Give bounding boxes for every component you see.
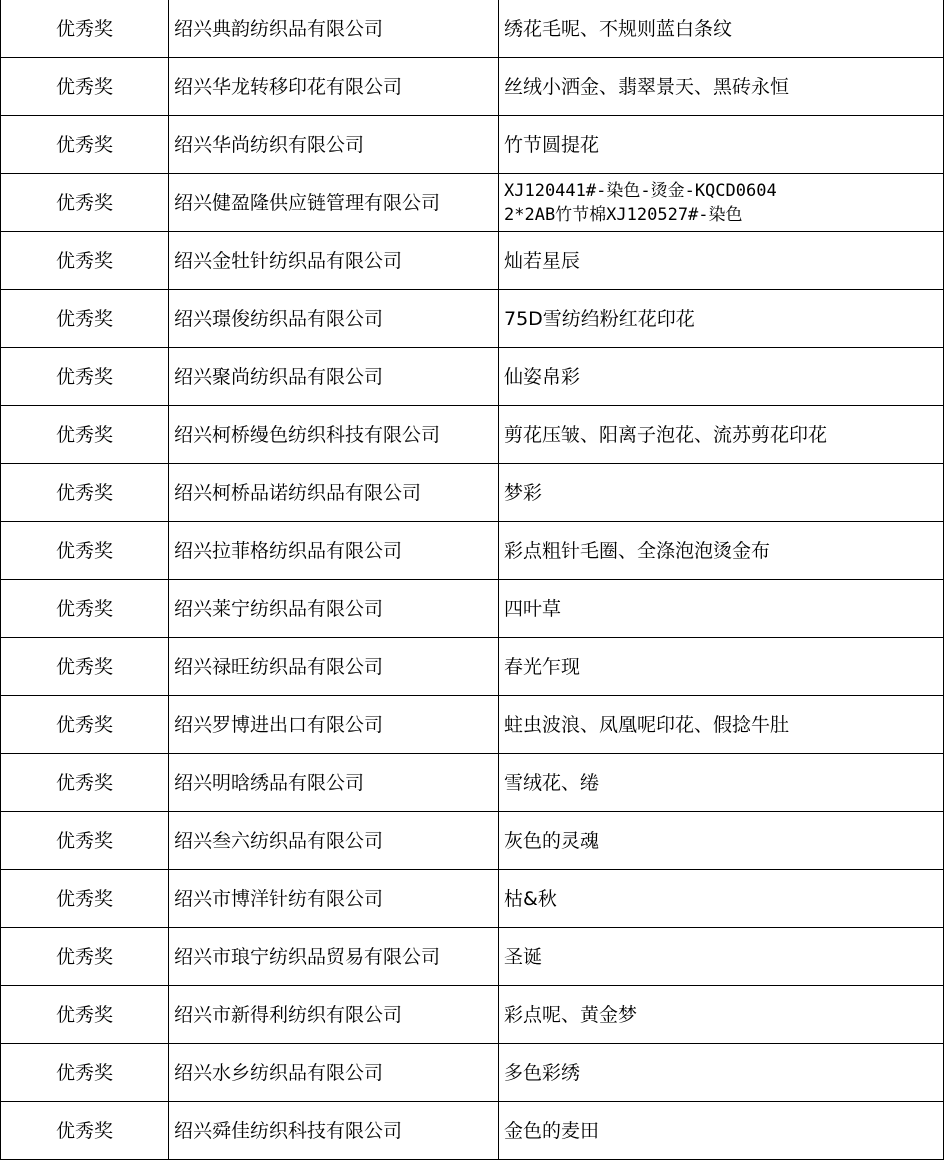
- product-line: XJ120441#-染色-烫金-KQCD0604: [504, 180, 777, 201]
- product-cell: 蛀虫波浪、凤凰呢印花、假捻牛肚: [499, 696, 944, 754]
- company-cell: 绍兴金牡针纺织品有限公司: [169, 232, 499, 290]
- company-cell: 绍兴华尚纺织有限公司: [169, 116, 499, 174]
- table-row: [1, 870, 944, 928]
- table-row: [1, 406, 944, 464]
- product-cell: 绣花毛呢、不规则蓝白条纹: [499, 0, 944, 58]
- table-row: [1, 232, 944, 290]
- company-cell: 绍兴明晗绣品有限公司: [169, 754, 499, 812]
- award-cell: 优秀奖: [1, 986, 169, 1044]
- product-cell: 灰色的灵魂: [499, 812, 944, 870]
- product-cell: 竹节圆提花: [499, 116, 944, 174]
- product-cell: [499, 174, 944, 232]
- company-cell: 绍兴市新得利纺织有限公司: [169, 986, 499, 1044]
- award-cell: 优秀奖: [1, 696, 169, 754]
- product-cell: 剪花压皱、阳离子泡花、流苏剪花印花: [499, 406, 944, 464]
- product-cell: 四叶草: [499, 580, 944, 638]
- product-cell: 圣诞: [499, 928, 944, 986]
- award-cell: 优秀奖: [1, 232, 169, 290]
- award-cell: 优秀奖: [1, 754, 169, 812]
- table-row: [1, 290, 944, 348]
- award-cell: 优秀奖: [1, 464, 169, 522]
- product-cell: 多色彩绣: [499, 1044, 944, 1102]
- table-row: [1, 116, 944, 174]
- table-row: [1, 638, 944, 696]
- award-cell: 优秀奖: [1, 174, 169, 232]
- product-cell: 仙姿帛彩: [499, 348, 944, 406]
- table-row: [1, 464, 944, 522]
- product-cell: 春光乍现: [499, 638, 944, 696]
- product-cell: 梦彩: [499, 464, 944, 522]
- table-row: [1, 174, 944, 232]
- award-cell: 优秀奖: [1, 638, 169, 696]
- product-line: 2*2AB竹节棉XJ120527#-染色: [504, 204, 743, 225]
- award-cell: 优秀奖: [1, 0, 169, 58]
- table-row: [1, 928, 944, 986]
- company-cell: 绍兴柯桥缦色纺织科技有限公司: [169, 406, 499, 464]
- table-row: [1, 348, 944, 406]
- award-cell: 优秀奖: [1, 580, 169, 638]
- award-cell: 优秀奖: [1, 348, 169, 406]
- award-cell: 优秀奖: [1, 928, 169, 986]
- product-cell: 灿若星辰: [499, 232, 944, 290]
- table-row: [1, 1044, 944, 1102]
- product-cell: 雪绒花、绻: [499, 754, 944, 812]
- product-cell: 金色的麦田: [499, 1102, 944, 1160]
- company-cell: 绍兴典韵纺织品有限公司: [169, 0, 499, 58]
- company-cell: 绍兴柯桥品诺纺织品有限公司: [169, 464, 499, 522]
- company-cell: 绍兴舜佳纺织科技有限公司: [169, 1102, 499, 1160]
- product-cell: 75D雪纺绉粉红花印花: [499, 290, 944, 348]
- table-row: [1, 986, 944, 1044]
- company-cell: 绍兴璟俊纺织品有限公司: [169, 290, 499, 348]
- product-cell: 彩点粗针毛圈、全涤泡泡烫金布: [499, 522, 944, 580]
- company-cell: 绍兴禄旺纺织品有限公司: [169, 638, 499, 696]
- company-cell: 绍兴罗博进出口有限公司: [169, 696, 499, 754]
- table-row: [1, 580, 944, 638]
- award-cell: 优秀奖: [1, 290, 169, 348]
- company-cell: 绍兴水乡纺织品有限公司: [169, 1044, 499, 1102]
- award-cell: 优秀奖: [1, 812, 169, 870]
- company-cell: 绍兴华龙转移印花有限公司: [169, 58, 499, 116]
- award-cell: 优秀奖: [1, 522, 169, 580]
- table-row: [1, 696, 944, 754]
- award-cell: 优秀奖: [1, 116, 169, 174]
- company-cell: 绍兴莱宁纺织品有限公司: [169, 580, 499, 638]
- product-cell: 丝绒小洒金、翡翠景天、黑砖永恒: [499, 58, 944, 116]
- award-cell: 优秀奖: [1, 870, 169, 928]
- table-row: [1, 0, 944, 58]
- table-row: [1, 1102, 944, 1160]
- company-cell: 绍兴市琅宁纺织品贸易有限公司: [169, 928, 499, 986]
- table-row: [1, 754, 944, 812]
- table-row: [1, 58, 944, 116]
- company-cell: 绍兴叁六纺织品有限公司: [169, 812, 499, 870]
- company-cell: 绍兴拉菲格纺织品有限公司: [169, 522, 499, 580]
- company-cell: 绍兴聚尚纺织品有限公司: [169, 348, 499, 406]
- product-cell: 彩点呢、黄金梦: [499, 986, 944, 1044]
- table-row: [1, 812, 944, 870]
- award-cell: 优秀奖: [1, 1102, 169, 1160]
- product-cell: 枯&秋: [499, 870, 944, 928]
- table-row: [1, 522, 944, 580]
- company-cell: 绍兴健盈隆供应链管理有限公司: [169, 174, 499, 232]
- award-cell: 优秀奖: [1, 406, 169, 464]
- company-cell: 绍兴市博洋针纺有限公司: [169, 870, 499, 928]
- award-cell: 优秀奖: [1, 1044, 169, 1102]
- award-cell: 优秀奖: [1, 58, 169, 116]
